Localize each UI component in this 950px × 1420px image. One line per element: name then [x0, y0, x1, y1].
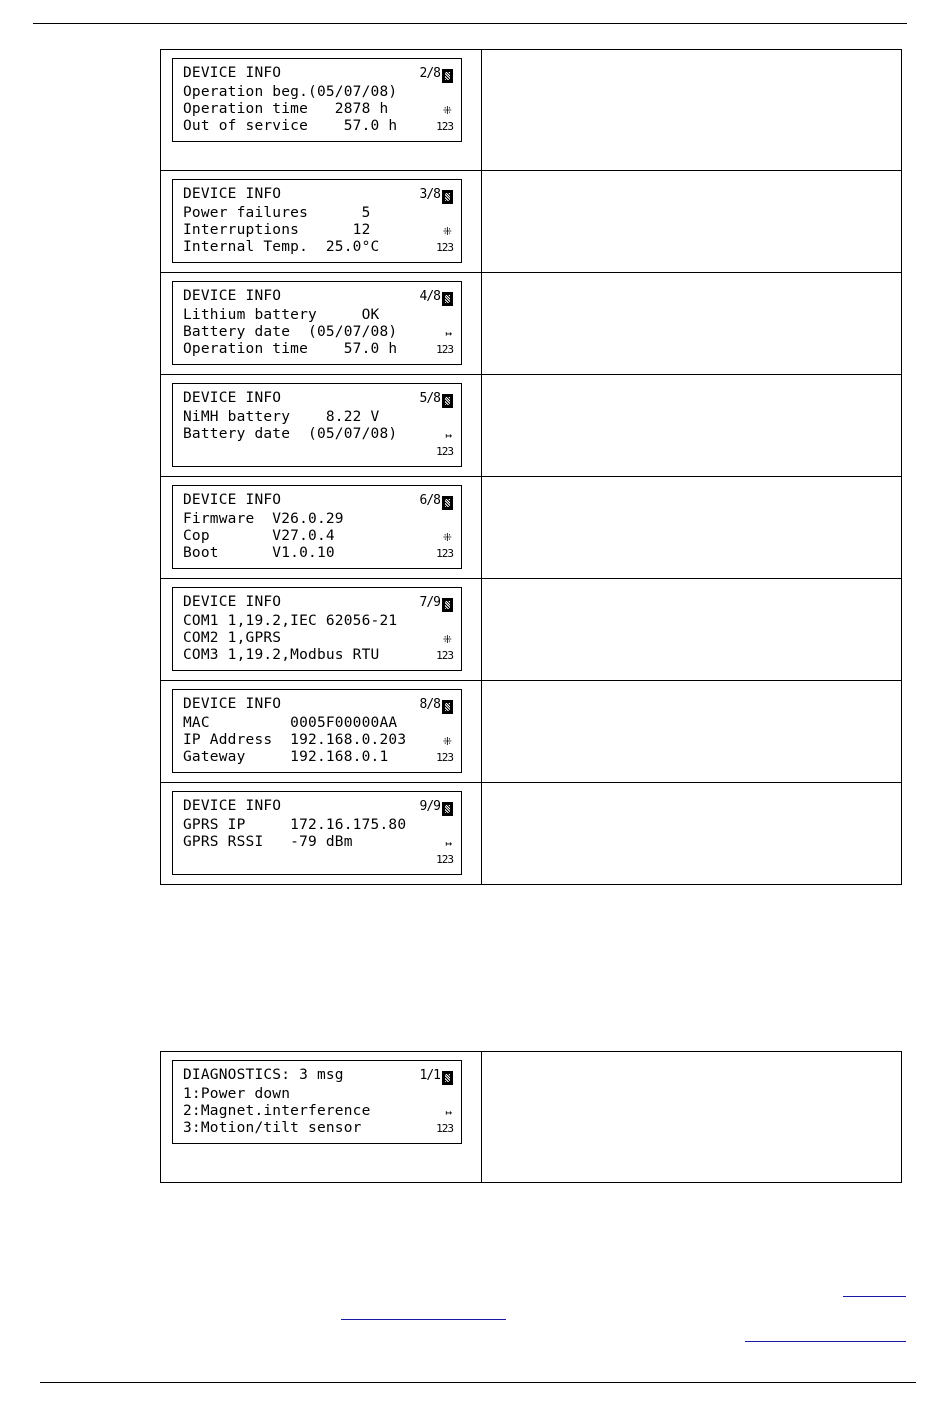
lcd-screen: [172, 587, 462, 671]
lcd-line: GPRS IP 172.16.175.80: [183, 817, 407, 833]
lcd-line: 1:Power down: [183, 1086, 291, 1102]
screen-cell: [161, 50, 482, 170]
page-indicator: 8/8: [419, 697, 440, 712]
status-symbol-icon: ⁜: [442, 104, 452, 117]
page-indicator: 4/8: [419, 289, 440, 304]
screen-cell: [161, 375, 482, 476]
lcd-line: Battery date (05/07/08): [183, 324, 398, 340]
lcd-title: DEVICE INFO: [183, 186, 282, 202]
lcd-screen: [172, 1060, 462, 1144]
status-symbol-icon: ⁜: [442, 531, 452, 544]
screen-cell: [161, 477, 482, 578]
table-row: [161, 476, 901, 578]
lcd-title: DEVICE INFO: [183, 390, 282, 406]
lcd-title: DEVICE INFO: [183, 594, 282, 610]
screen-cell: [161, 273, 482, 374]
lcd-screen: [172, 485, 462, 569]
status-symbol-icon: ↦: [445, 837, 452, 850]
lcd-screen: [172, 383, 462, 467]
lcd-line: COM2 1,GPRS: [183, 630, 282, 646]
description-cell: [482, 681, 901, 782]
table-row: [161, 374, 901, 476]
page-indicator: 3/8: [419, 187, 440, 202]
number-label: 123: [436, 445, 453, 458]
screen-cell: [161, 579, 482, 680]
number-label: 123: [436, 343, 453, 356]
lcd-title: DEVICE INFO: [183, 696, 282, 712]
lcd-screen: [172, 791, 462, 875]
lcd-line: Lithium battery OK: [183, 307, 380, 323]
lcd-screen: [172, 179, 462, 263]
lcd-title: DEVICE INFO: [183, 65, 282, 81]
lcd-line: Cop V27.0.4: [183, 528, 335, 544]
lcd-line: Gateway 192.168.0.1: [183, 749, 389, 765]
description-cell: [482, 477, 901, 578]
lcd-line: Power failures 5: [183, 205, 371, 221]
scroll-block-icon: [442, 1071, 453, 1085]
status-symbol-icon: ⁜: [442, 225, 452, 238]
table-row: [161, 50, 901, 170]
number-label: 123: [436, 120, 453, 133]
screen-cell: [161, 681, 482, 782]
lcd-line: IP Address 192.168.0.203: [183, 732, 407, 748]
description-cell: [482, 171, 901, 272]
lcd-title: DEVICE INFO: [183, 798, 282, 814]
lcd-title: DEVICE INFO: [183, 492, 282, 508]
hyperlink[interactable]: [843, 1296, 906, 1297]
lcd-screen: [172, 281, 462, 365]
description-cell: [482, 50, 901, 170]
lcd-line: 3:Motion/tilt sensor: [183, 1120, 362, 1136]
table-row: [161, 272, 901, 374]
table-row: [161, 578, 901, 680]
lcd-line: Operation time 57.0 h: [183, 341, 398, 357]
device-info-table: [160, 49, 902, 885]
lcd-line: Battery date (05/07/08): [183, 426, 398, 442]
description-cell: [482, 579, 901, 680]
hyperlink[interactable]: [745, 1341, 906, 1342]
status-symbol-icon: ↦: [445, 429, 452, 442]
lcd-line: Out of service 57.0 h: [183, 118, 398, 134]
number-label: 123: [436, 751, 453, 764]
scroll-block-icon: [442, 598, 453, 612]
lcd-line: Operation time 2878 h: [183, 101, 389, 117]
number-label: 123: [436, 547, 453, 560]
lcd-line: MAC 0005F00000AA: [183, 715, 398, 731]
number-label: 123: [436, 649, 453, 662]
scroll-block-icon: [442, 69, 453, 83]
description-cell: [482, 375, 901, 476]
description-cell: [482, 783, 901, 884]
status-symbol-icon: ↦: [445, 327, 452, 340]
screen-cell: [161, 1052, 482, 1182]
page-indicator: 1/1: [419, 1068, 440, 1083]
scroll-block-icon: [442, 496, 453, 510]
scroll-block-icon: [442, 394, 453, 408]
diagnostics-table: [160, 1051, 902, 1183]
scroll-block-icon: [442, 802, 453, 816]
top-rule: [33, 23, 907, 24]
lcd-line: Boot V1.0.10: [183, 545, 335, 561]
status-symbol-icon: ⁜: [442, 735, 452, 748]
screen-cell: [161, 171, 482, 272]
lcd-title: DEVICE INFO: [183, 288, 282, 304]
lcd-line: Firmware V26.0.29: [183, 511, 344, 527]
page-indicator: 7/9: [419, 595, 440, 610]
description-cell: [482, 1052, 901, 1182]
status-symbol-icon: ⁜: [442, 633, 452, 646]
page-indicator: 6/8: [419, 493, 440, 508]
lcd-line: GPRS RSSI -79 dBm: [183, 834, 353, 850]
scroll-block-icon: [442, 700, 453, 714]
number-label: 123: [436, 1122, 453, 1135]
lcd-line: 2:Magnet.interference: [183, 1103, 371, 1119]
scroll-block-icon: [442, 190, 453, 204]
table-row: [161, 1052, 901, 1182]
table-row: [161, 782, 901, 884]
lcd-screen: [172, 689, 462, 773]
lcd-screen: [172, 58, 462, 142]
scroll-block-icon: [442, 292, 453, 306]
lcd-line: NiMH battery 8.22 V: [183, 409, 380, 425]
lcd-line: Interruptions 12: [183, 222, 371, 238]
table-row: [161, 170, 901, 272]
lcd-line: Operation beg.(05/07/08): [183, 84, 398, 100]
lcd-title: DIAGNOSTICS: 3 msg: [183, 1067, 344, 1083]
number-label: 123: [436, 241, 453, 254]
lcd-line: COM3 1,19.2,Modbus RTU: [183, 647, 380, 663]
number-label: 123: [436, 853, 453, 866]
bottom-rule: [40, 1382, 916, 1383]
page-indicator: 9/9: [419, 799, 440, 814]
lcd-line: COM1 1,19.2,IEC 62056-21: [183, 613, 398, 629]
description-cell: [482, 273, 901, 374]
lcd-line: Internal Temp. 25.0°C: [183, 239, 380, 255]
status-symbol-icon: ↦: [445, 1106, 452, 1119]
table-row: [161, 680, 901, 782]
hyperlink[interactable]: [341, 1319, 506, 1320]
screen-cell: [161, 783, 482, 884]
page-indicator: 5/8: [419, 391, 440, 406]
page-indicator: 2/8: [419, 66, 440, 81]
